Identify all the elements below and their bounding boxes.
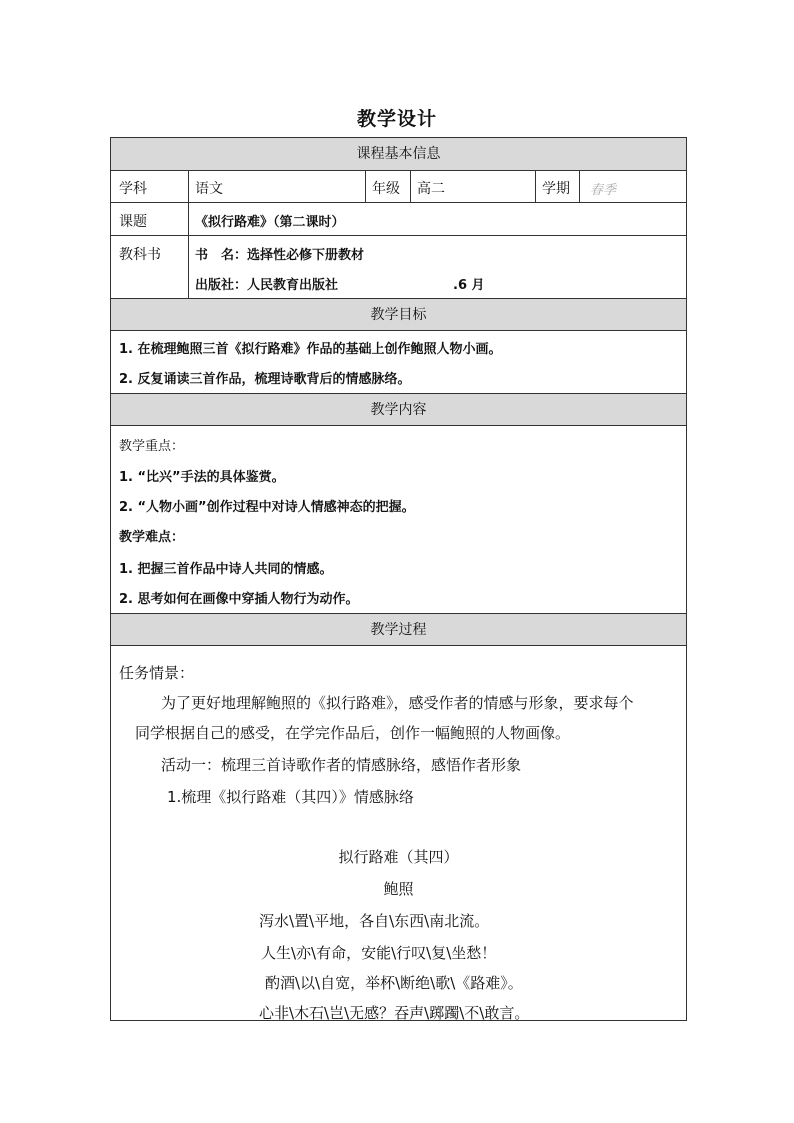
topic-label-cell bbox=[111, 203, 189, 235]
book-name-line: 书 名：选择性必修下册教材 bbox=[195, 248, 365, 263]
subject-value: 语文 bbox=[195, 181, 223, 197]
task-paragraph-line: 同学根据自己的感受，在学完作品后，创作一幅鲍照的人物画像。 bbox=[135, 724, 571, 742]
term-value-cell bbox=[580, 171, 686, 202]
key-points-label: 教学重点： bbox=[119, 439, 185, 454]
grade-label: 年级 bbox=[372, 181, 400, 197]
difficult-point-item: 2. 思考如何在画像中穿插人物行为动作。 bbox=[119, 592, 359, 607]
key-point-item: 1. “比兴”手法的具体鉴赏。 bbox=[119, 470, 285, 485]
objective-item: 2. 反复诵读三首作品，梳理诗歌背后的情感脉络。 bbox=[119, 372, 411, 387]
section-header-process: 教学过程 bbox=[111, 614, 686, 646]
poem-line: 泻水\置\平地，各自\东西\南北流。 bbox=[259, 912, 490, 930]
lesson-plan-table bbox=[110, 137, 687, 1021]
poem-line: 酌酒\以\自宽，举杯\断绝\歌\《路难》。 bbox=[265, 974, 523, 992]
poem-line: 心非\木石\岂\无感？吞声\踯躅\不\敢言。 bbox=[259, 1004, 530, 1022]
publication-month: .6 月 bbox=[453, 278, 485, 293]
poem-line: 人生\亦\有命，安能\行叹\复\坐愁！ bbox=[261, 944, 497, 962]
activity-one: 活动一：梳理三首诗歌作者的情感脉络，感悟作者形象 bbox=[161, 756, 522, 774]
section-header-objectives: 教学目标 bbox=[111, 299, 686, 331]
subject-row bbox=[111, 171, 686, 203]
textbook-value-cell bbox=[189, 236, 686, 298]
difficult-points-label: 教学难点： bbox=[119, 530, 185, 545]
topic-row bbox=[111, 203, 686, 236]
subject-label: 学科 bbox=[119, 181, 147, 197]
content-row bbox=[111, 426, 686, 614]
document-title: 教学设计 bbox=[356, 108, 437, 130]
term-label: 学期 bbox=[542, 181, 570, 197]
term-value: 春季 bbox=[590, 183, 617, 198]
topic-label: 课题 bbox=[119, 214, 147, 230]
subject-value-cell bbox=[189, 171, 366, 202]
task-paragraph-line: 为了更好地理解鲍照的《拟行路难》，感受作者的情感与形象，要求每个 bbox=[161, 694, 634, 712]
section-header-basic-info: 课程基本信息 bbox=[111, 138, 686, 171]
subject-label-cell bbox=[111, 171, 189, 202]
key-point-item: 2. “人物小画”创作过程中对诗人情感神态的把握。 bbox=[119, 500, 415, 515]
topic-value-cell bbox=[189, 203, 686, 235]
term-label-cell bbox=[536, 171, 580, 202]
publisher-line: 出版社：人民教育出版社 bbox=[195, 278, 339, 293]
grade-value-cell bbox=[411, 171, 536, 202]
textbook-label: 教科书 bbox=[119, 247, 161, 263]
objective-item: 1. 在梳理鲍照三首《拟行路难》作品的基础上创作鲍照人物小画。 bbox=[119, 342, 502, 357]
section-header-content: 教学内容 bbox=[111, 394, 686, 426]
task-scenario-label: 任务情景： bbox=[119, 664, 195, 682]
textbook-row bbox=[111, 236, 686, 299]
textbook-label-cell bbox=[111, 236, 189, 298]
poem-author: 鲍照 bbox=[383, 880, 414, 898]
objectives-row bbox=[111, 331, 686, 394]
process-content bbox=[111, 646, 686, 1020]
grade-value: 高二 bbox=[417, 181, 445, 197]
activity-step: 1.梳理《拟行路难（其四）》情感脉络 bbox=[167, 788, 414, 806]
difficult-point-item: 1. 把握三首作品中诗人共同的情感。 bbox=[119, 562, 333, 577]
topic-value: 《拟行路难》（第二课时） bbox=[195, 215, 345, 230]
poem-title: 拟行路难（其四） bbox=[338, 848, 459, 866]
grade-label-cell bbox=[366, 171, 411, 202]
